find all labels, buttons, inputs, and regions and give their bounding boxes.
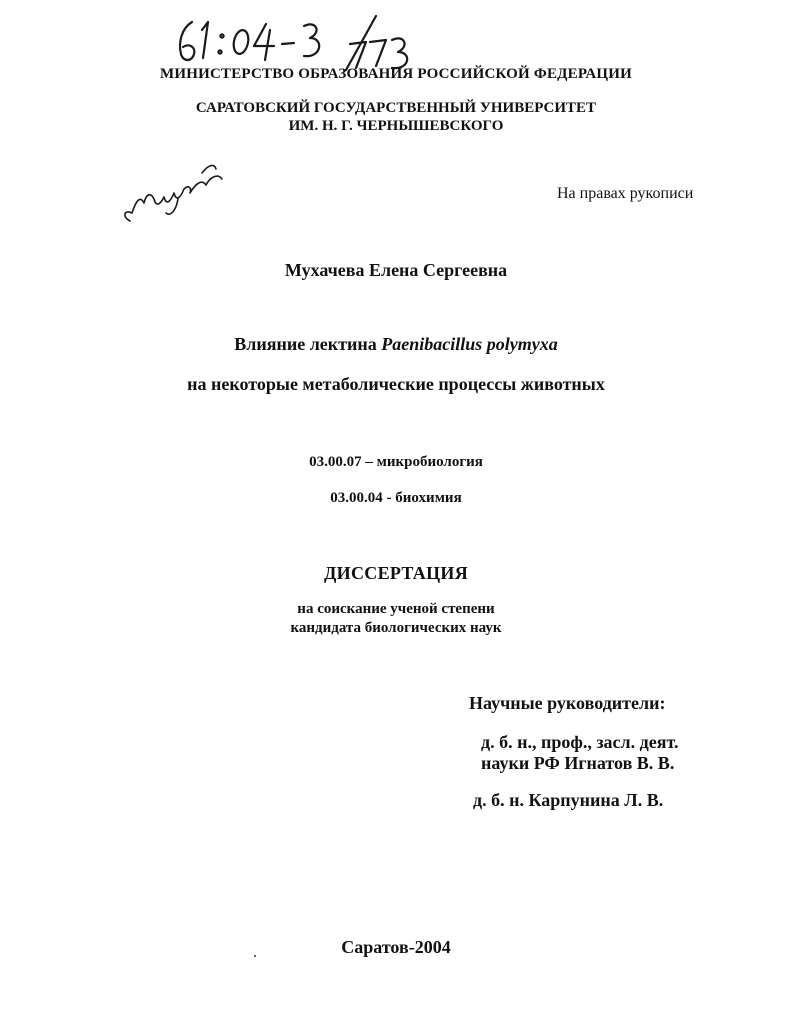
- supervisor-first-name: науки РФ Игнатов В. В.: [481, 753, 675, 773]
- work-type-heading: ДИССЕРТАЦИЯ: [323, 563, 468, 583]
- handwritten-signature: [118, 155, 230, 235]
- thesis-title-line2: на некоторые метаболические процессы животных: [187, 374, 605, 394]
- degree-line1: на соискание ученой степени: [297, 601, 495, 617]
- specialty-microbiology: 03.00.07 – микробиология: [309, 454, 483, 470]
- supervisor-second: д. б. н. Карпунина Л. В.: [473, 790, 664, 810]
- manuscript-rights-note: На правах рукописи: [557, 185, 694, 202]
- title-prefix: Влияние лектина: [234, 334, 377, 354]
- degree-line2: кандидата биологических наук: [290, 620, 502, 636]
- supervisor-first-title: д. б. н., проф., засл. деят.: [481, 732, 679, 752]
- degree-block: [0, 600, 792, 638]
- specialty-biochemistry: 03.00.04 - биохимия: [330, 490, 462, 506]
- supervisor-first: [481, 732, 678, 774]
- city-year: Саратов-2004: [341, 937, 451, 957]
- university-namesake: ИМ. Н. Г. ЧЕРНЫШЕВСКОГО: [288, 118, 504, 134]
- author-name: Мухачева Елена Сергеевна: [284, 260, 508, 280]
- thesis-title-line1: [0, 334, 792, 355]
- supervisors-heading: Научные руководители:: [469, 693, 666, 713]
- university-heading: [0, 99, 792, 135]
- handwritten-archive-number: [170, 14, 440, 72]
- university-name: САРАТОВСКИЙ ГОСУДАРСТВЕННЫЙ УНИВЕРСИТЕТ: [195, 100, 597, 116]
- scan-speck: [254, 955, 256, 957]
- ministry-heading: МИНИСТЕРСТВО ОБРАЗОВАНИЯ РОССИЙСКОЙ ФЕДЕРАЦИИ: [160, 66, 632, 82]
- organism-name: Paenibacillus polymyxa: [381, 334, 558, 354]
